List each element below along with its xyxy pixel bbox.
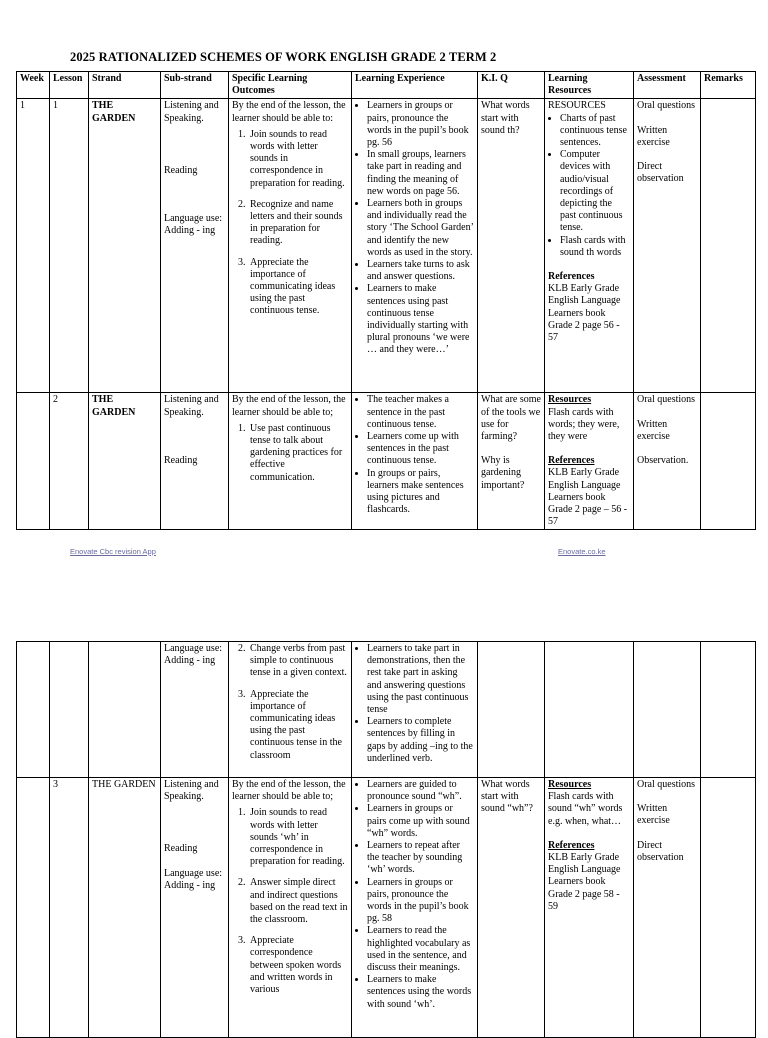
- header-substrand: Sub-strand: [161, 72, 229, 99]
- header-learning-experience: Learning Experience: [352, 72, 478, 99]
- substrand-cell: Language use: Adding - ing: [161, 642, 229, 778]
- header-lesson: Lesson: [50, 72, 89, 99]
- resources-cell: Resources Flash cards with words; they were, they were References KLB Early Grade English Language Learners book Grade 2 page – 56 - 57: [545, 393, 634, 530]
- footer-link-app[interactable]: Enovate Cbc revision App: [70, 547, 156, 556]
- slo-cell: By the end of the lesson, the learner should be able to; 1. Join sounds to read words with letter sounds ‘wh’ in correspondence in preparation for reading. 2. Answer simple direct and indirect questions based on the read text in the classroom. 3. Appreciate correspondence between spoken words and written words in various: [229, 778, 352, 1038]
- list-item: 2. Change verbs from past simple to continuous tense in a given context.: [248, 643, 348, 680]
- list-item: • In small groups, learners take part in reading and finding the meaning of new words on page 56.: [367, 149, 474, 198]
- list-item: • Learners to read the highlighted vocabulary as used in the sentence, and discuss their meanings.: [367, 925, 474, 974]
- table-row: [17, 642, 756, 778]
- lesson-cell: 1: [50, 99, 89, 393]
- resources-heading: Resources: [548, 779, 592, 790]
- document-title: 2025 RATIONALIZED SCHEMES OF WORK ENGLISH GRADE 2 TERM 2: [70, 50, 497, 64]
- header-remarks: Remarks: [701, 72, 756, 99]
- list-item: • Learners to take part in demonstrations, then the rest take part in asking and answering questions using the past continuous tense: [367, 643, 474, 716]
- scheme-table-page-1: [16, 71, 756, 530]
- week-cell: [17, 642, 50, 778]
- list-item: 3. Appreciate the importance of communicating ideas using the past continuous tense.: [248, 257, 348, 318]
- lesson-cell: 3: [50, 778, 89, 1038]
- table-row: [17, 393, 756, 530]
- remarks-cell: [701, 99, 756, 393]
- list-item: • Learners to make sentences using past continuous tense individually starting with plural pronouns ‘we were … and they were…’: [367, 283, 474, 356]
- list-item: • Computer devices with audio/visual recordings of depicting the past continuous tense.: [560, 149, 630, 234]
- remarks-cell: [701, 393, 756, 530]
- header-resources: Learning Resources: [545, 72, 634, 99]
- kiq-cell: [478, 642, 545, 778]
- week-cell: [17, 393, 50, 530]
- week-cell: 1: [17, 99, 50, 393]
- list-item: 2. Answer simple direct and indirect questions based on the read text in the classroom.: [248, 877, 348, 926]
- header-assessment: Assessment: [634, 72, 701, 99]
- list-item: • Learners to repeat after the teacher by sounding ‘wh’ words.: [367, 840, 474, 877]
- footer-link-site[interactable]: Enovate.co.ke: [558, 547, 606, 556]
- kiq-cell: What words start with sound “wh”?: [478, 778, 545, 1038]
- resources-heading: Resources: [548, 394, 592, 406]
- substrand-cell: Listening and Speaking. Reading Language use: Adding - ing: [161, 778, 229, 1038]
- learning-experience-cell: [352, 99, 478, 393]
- kiq-cell: What are some of the tools we use for farming? Why is gardening important?: [478, 393, 545, 530]
- list-item: • Learners come up with sentences in the past continuous tense.: [367, 431, 474, 468]
- slo-list: [232, 807, 348, 996]
- strand-cell: [89, 642, 161, 778]
- substrand-cell: Listening and Speaking. Reading Language use: Adding - ing: [161, 99, 229, 393]
- learning-experience-cell: [352, 778, 478, 1038]
- slo-cell: By the end of the lesson, the learner should be able to: 1. Join sounds to read words with letter sounds in correspondence in preparation for reading. 2. Recognize and name letters and their sounds in preparation for reading. 3. Appreciate the importance of communicating ideas using the past continuous tense.: [229, 99, 352, 393]
- list-item: 2. Recognize and name letters and their sounds in preparation for reading.: [248, 199, 348, 248]
- substrand-cell: Listening and Speaking. Reading: [161, 393, 229, 530]
- list-item: 1. Join sounds to read words with letter sounds ‘wh’ in correspondence in preparation for reading.: [248, 807, 348, 868]
- assessment-cell: Oral questions Written exercise Observation.: [634, 393, 701, 530]
- table-row: [17, 778, 756, 1038]
- list-item: • Learners to make sentences using the words with sound ‘wh’.: [367, 974, 474, 1011]
- slo-cell: By the end of the lesson, the learner should be able to; 1. Use past continuous tense to talk about gardening practices for effective communication.: [229, 393, 352, 530]
- list-item: • Learners in groups or pairs, pronounce the words in the pupil’s book pg. 58: [367, 877, 474, 926]
- list-item: • The teacher makes a sentence in the past continuous tense.: [367, 394, 474, 431]
- references-heading: References: [548, 839, 595, 851]
- learning-experience-cell: [352, 642, 478, 778]
- list-item: • Flash cards with sound th words: [560, 235, 630, 259]
- slo-list: [232, 423, 348, 484]
- assessment-cell: [634, 642, 701, 778]
- header-strand: Strand: [89, 72, 161, 99]
- list-item: • In groups or pairs, learners make sentences using pictures and flashcards.: [367, 468, 474, 517]
- list-item: 1. Join sounds to read words with letter sounds in correspondence in preparation for reading.: [248, 129, 348, 190]
- list-item: 3. Appreciate the importance of communicating ideas using the past continuous tense in the classroom: [248, 689, 348, 762]
- kiq-cell: What words start with sound th?: [478, 99, 545, 393]
- slo-list: [232, 643, 348, 762]
- list-item: • Learners take turns to ask and answer questions.: [367, 259, 474, 283]
- table-row: [17, 99, 756, 393]
- list-item: 1. Use past continuous tense to talk about gardening practices for effective communication.: [248, 423, 348, 484]
- slo-cell: [229, 642, 352, 778]
- list-item: • Learners both in groups and individually read the story ‘The School Garden’ and identify the new words as used in the story.: [367, 198, 474, 259]
- strand-cell: THE GARDEN: [89, 393, 161, 530]
- week-cell: [17, 778, 50, 1038]
- list-item: • Learners are guided to pronounce sound “wh”.: [367, 779, 474, 803]
- resources-cell: Resources Flash cards with sound “wh” words e.g. when, what… References KLB Early Grade English Language Learners book Grade 2 page 58 - 59: [545, 778, 634, 1038]
- references-heading: References: [548, 455, 595, 467]
- header-slo: Specific Learning Outcomes: [229, 72, 352, 99]
- learning-experience-cell: [352, 393, 478, 530]
- assessment-cell: Oral questions Written exercise Direct observation: [634, 99, 701, 393]
- lesson-cell: [50, 642, 89, 778]
- resources-cell: RESOURCES • Charts of past continuous tense sentences. • Computer devices with audio/visual recordings of depicting the past continuous tense. • Flash cards with sound th words References KLB Early Grade English Language Learners book Grade 2 page 56 - 57: [545, 99, 634, 393]
- list-item: • Learners in groups or pairs, pronounce the words in the pupil’s book pg. 56: [367, 100, 474, 149]
- remarks-cell: [701, 642, 756, 778]
- strand-cell: THE GARDEN: [89, 778, 161, 1038]
- scheme-table-page-2: [16, 641, 756, 1038]
- strand-cell: THE GARDEN: [89, 99, 161, 393]
- list-item: • Charts of past continuous tense sentences.: [560, 113, 630, 150]
- references-heading: References: [548, 271, 595, 283]
- list-item: 3. Appreciate correspondence between spoken words and written words in various: [248, 935, 348, 996]
- header-kiq: K.I. Q: [478, 72, 545, 99]
- slo-list: [232, 129, 348, 318]
- remarks-cell: [701, 778, 756, 1038]
- table-header-row: [17, 72, 756, 99]
- list-item: • Learners in groups or pairs come up with sound “wh” words.: [367, 803, 474, 840]
- assessment-cell: Oral questions Written exercise Direct observation: [634, 778, 701, 1038]
- lesson-cell: 2: [50, 393, 89, 530]
- resources-cell: [545, 642, 634, 778]
- header-week: Week: [17, 72, 50, 99]
- list-item: • Learners to complete sentences by filling in gaps by adding –ing to the underlined verb.: [367, 716, 474, 765]
